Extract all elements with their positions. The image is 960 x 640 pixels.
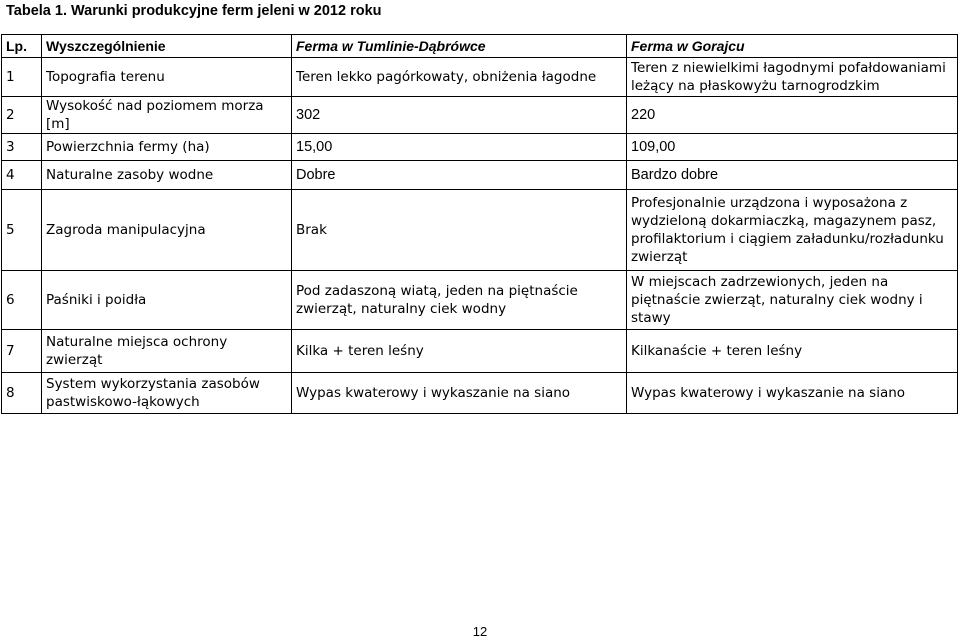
cell-farm-gorajec: Teren z niewielkimi łagodnymi pofałdowaniami leżący na płaskowyżu tarnogrodzkim xyxy=(627,58,958,97)
cell-farm-tumlin: Pod zadaszoną wiatą, jeden na piętnaście zwierząt, naturalny ciek wodny xyxy=(292,271,627,330)
header-description: Wyszczególnienie xyxy=(42,35,292,58)
row-number: 2 xyxy=(2,97,42,134)
cell-farm-tumlin: Dobre xyxy=(292,161,627,190)
cell-farm-gorajec: 109,00 xyxy=(627,134,958,161)
row-label: Naturalne zasoby wodne xyxy=(42,161,292,190)
cell-farm-tumlin: Wypas kwaterowy i wykaszanie na siano xyxy=(292,373,627,414)
cell-farm-gorajec: 220 xyxy=(627,97,958,134)
cell-farm-tumlin: Kilka + teren leśny xyxy=(292,330,627,373)
cell-farm-gorajec: Kilkanaście + teren leśny xyxy=(627,330,958,373)
row-number: 4 xyxy=(2,161,42,190)
cell-farm-tumlin: Brak xyxy=(292,190,627,271)
row-label: System wykorzystania zasobów pastwiskowo-łąkowych xyxy=(42,373,292,414)
header-farm-tumlin: Ferma w Tumlinie-Dąbrówce xyxy=(292,35,627,58)
cell-farm-gorajec: W miejscach zadrzewionych, jeden na piętnaście zwierząt, naturalny ciek wodny i stawy xyxy=(627,271,958,330)
row-label: Zagroda manipulacyjna xyxy=(42,190,292,271)
row-number: 6 xyxy=(2,271,42,330)
cell-farm-gorajec: Bardzo dobre xyxy=(627,161,958,190)
header-lp: Lp. xyxy=(2,35,42,58)
cell-farm-gorajec: Wypas kwaterowy i wykaszanie na siano xyxy=(627,373,958,414)
table-caption: Tabela 1. Warunki produkcyjne ferm jeleni w 2012 roku xyxy=(6,3,382,19)
header-farm-gorajec: Ferma w Gorajcu xyxy=(627,35,958,58)
table-row xyxy=(2,58,958,97)
table-row xyxy=(2,134,958,161)
row-label: Topografia terenu xyxy=(42,58,292,97)
table-row xyxy=(2,330,958,373)
cell-farm-tumlin: Teren lekko pagórkowaty, obniżenia łagodne xyxy=(292,58,627,97)
cell-farm-gorajec: Profesjonalnie urządzona i wyposażona z wydzieloną dokarmiaczką, magazynem pasz, profilaktorium i ciągiem załadunku/rozładunku zwierząt xyxy=(627,190,958,271)
row-number: 5 xyxy=(2,190,42,271)
page-number: 12 xyxy=(472,624,488,639)
row-number: 8 xyxy=(2,373,42,414)
row-number: 3 xyxy=(2,134,42,161)
cell-farm-tumlin: 15,00 xyxy=(292,134,627,161)
row-label: Wysokość nad poziomem morza [m] xyxy=(42,97,292,134)
table-row xyxy=(2,271,958,330)
table-row xyxy=(2,97,958,134)
table-header-row xyxy=(2,35,958,58)
row-number: 7 xyxy=(2,330,42,373)
row-label: Paśniki i poidła xyxy=(42,271,292,330)
table-row xyxy=(2,373,958,414)
row-label: Naturalne miejsca ochrony zwierząt xyxy=(42,330,292,373)
cell-farm-tumlin: 302 xyxy=(292,97,627,134)
production-conditions-table xyxy=(1,34,958,414)
table-row xyxy=(2,190,958,271)
row-label: Powierzchnia fermy (ha) xyxy=(42,134,292,161)
row-number: 1 xyxy=(2,58,42,97)
table-row xyxy=(2,161,958,190)
